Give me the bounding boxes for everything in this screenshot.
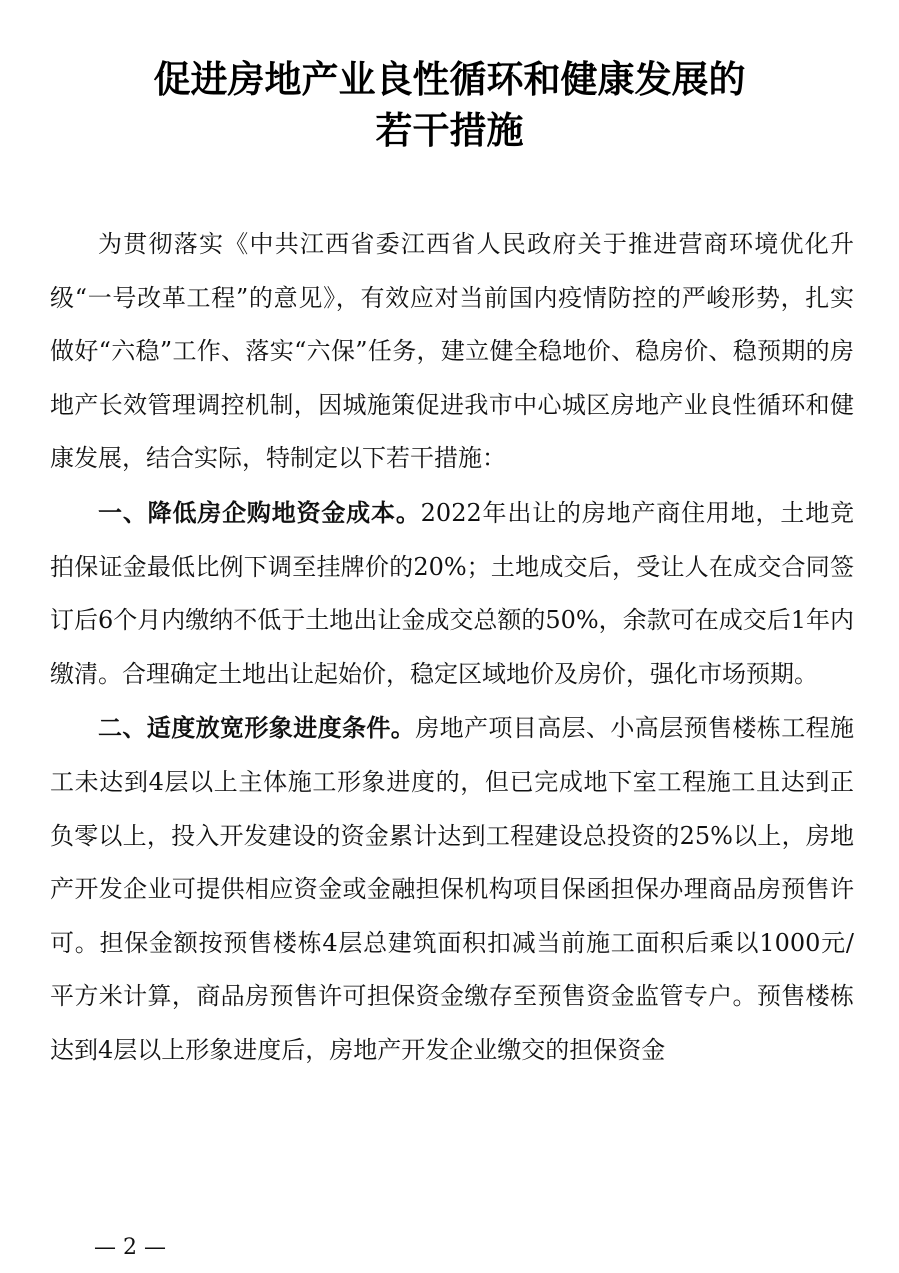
document-title-line-1: 促进房地产业良性循环和健康发展的 [153,57,746,101]
intro-paragraph: 为贯彻落实《中共江西省委江西省人民政府关于推进营商环境优化升级“一号改革工程”的意见》，有效应对当前国内疫情防控的严峻形势，扎实做好“六稳”工作、落实“六保”任务，建立健全稳地价、稳房价、稳预期的房地产长效管理调控机制，因城施策促进我市中心城区房地产业良性循环和健康发展，结合实际，特制定以下若干措施： [50,230,854,473]
section-1-paragraph [50,486,854,701]
page-number: — 2 — [94,1235,166,1260]
document-body [50,218,854,1078]
section-2-heading: 二、适度放宽形象进度条件。 [98,713,416,743]
section-2-paragraph [50,701,854,1077]
document-title-line-2: 若干措施 [375,108,524,152]
section-1-heading: 一、降低房企购地资金成本。 [98,497,421,527]
section-1-text: 2022年出让的房地产商住用地，土地竞拍保证金最低比例下调至挂牌价的20%；土地成交后，受让人在成交合同签订后6个月内缴纳不低于土地出让金成交总额的50%，余款可在成交后1年内缴清。合理确定土地出让起始价，稳定区域地价及房价，强化市场预期。 [50,498,855,688]
section-2-text: 房地产项目高层、小高层预售楼栋工程施工未达到4层以上主体施工形象进度的，但已完成地下室工程施工且达到正负零以上，投入开发建设的资金累计达到工程建设总投资的25%以上，房地产开发企业可提供相应资金或金融担保机构项目保函担保办理商品房预售许可。担保金额按预售楼栋4层总建筑面积扣减当前施工面积后乘以1000元/平方米计算，商品房预售许可担保资金缴存至预售资金监管专户。预售楼栋达到4层以上形象进度后，房地产开发企业缴交的担保资金 [50,714,855,1064]
